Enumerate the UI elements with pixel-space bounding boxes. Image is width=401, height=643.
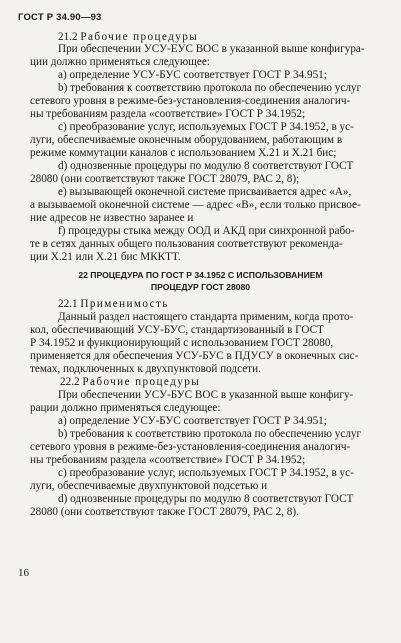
section-22-heading-line1: 22 ПРОЦЕДУРА ПО ГОСТ Р 34.1952 С ИСПОЛЬЗОВАНИЕМ	[78, 270, 323, 280]
list-item-c: c) преобразование услуг, используемых ГОСТ Р 34.1952, в ус-	[58, 467, 354, 479]
list-item-b: b) требования к соответствию протокола по обеспечению услуг	[58, 82, 362, 94]
list-item-e: e) вызывающей оконечной системе присваивается адрес «А»,	[58, 186, 352, 198]
section-number: 21.2	[58, 31, 78, 43]
paragraph-line: ции должно применяться следующее:	[30, 56, 210, 68]
paragraph-line: луги, обеспечиваемые оконечным оборудованием, работающим в	[30, 134, 343, 146]
section-22-heading-line2: ПРОЦЕДУР ГОСТ 28080	[150, 282, 251, 292]
running-header: ГОСТ Р 34.90—93	[18, 12, 102, 23]
section-22-2-title	[60, 376, 371, 388]
paragraph-line: ции Х.21 или Х.21 бис МККТТ.	[30, 251, 181, 263]
section-title: Применимость	[80, 298, 169, 310]
paragraph-line: 28080 (они соответствуют также ГОСТ 28079, РАС 2, 8);	[30, 173, 300, 185]
paragraph-line: 28080 (они соответствуют также ГОСТ 28079, РАС 2, 8).	[30, 506, 299, 518]
paragraph-line: рации должно применяться следующее:	[30, 402, 221, 414]
section-number: 22.2	[60, 376, 80, 388]
section-22-1-title	[58, 298, 371, 310]
paragraph-line: сетевого уровня в режиме-без-установления-соединения аналогич-	[30, 441, 351, 453]
paragraph-line: ны требованиям раздела «соответствие» ГОСТ Р 34.1952;	[30, 108, 306, 120]
page-number: 16	[18, 567, 29, 579]
section-title: Рабочие процедуры	[80, 31, 199, 43]
paragraph-line: При обеспечении УСУ-ЕУС ВОС в указанной выше конфигура-	[58, 43, 365, 55]
list-item-d: d) однозвенные процедуры по модулю 8 соответствуют ГОСТ	[58, 493, 354, 505]
list-item-a: a) определение УСУ-БУС соответствует ГОСТ Р 34.951;	[58, 415, 327, 427]
paragraph-line: сетевого уровня в режиме-без-установления-соединения аналогич-	[30, 95, 351, 107]
paragraph-line: кол, обеспечивающий УСУ-БУС, стандартизованный в ГОСТ	[30, 324, 324, 336]
paragraph-line: темах, подключенных к двухпунктовой подсети.	[30, 363, 261, 375]
list-item-a: a) определение УСУ-БУС соответствует ГОСТ Р 34.951;	[58, 69, 327, 81]
section-title: Рабочие процедуры	[82, 376, 201, 388]
list-item-b: b) требования к соответствию протокола по обеспечению услуг	[58, 428, 362, 440]
list-item-f: f) процедуры стыка между ООД и АКД при синхронной рабо-	[58, 225, 355, 237]
section-number: 22.1	[58, 298, 78, 310]
section-21-2-title	[58, 31, 371, 43]
paragraph-line: Р 34.1952 и функционирующий с использованием ГОСТ 28080,	[30, 337, 334, 349]
paragraph-line: луги, обеспечиваемые двухпунктовой подсетью и	[30, 480, 268, 492]
paragraph-line: ны требованиям раздела «соответствие» ГОСТ Р 34.1952;	[30, 454, 306, 466]
paragraph-line: Данный раздел настоящего стандарта применим, когда прото-	[58, 311, 354, 323]
paragraph-line: ние адресов не известно заранее и	[30, 212, 194, 224]
paragraph-line: режиме коммутации каналов с использованием Х.21 и Х.21 бис;	[30, 147, 337, 159]
list-item-c: c) преобразование услуг, используемых ГОСТ Р 34.1952, в ус-	[58, 121, 354, 133]
paragraph-line: применяется для обеспечения УСУ-БУС в ПДУСУ в оконечных сис-	[30, 350, 359, 362]
paragraph-line: те в сетях данных общего пользования соответствуют рекоменда-	[30, 238, 343, 250]
paragraph-line: а вызываемой оконечной системе — адрес «В», если только присвое-	[30, 199, 361, 211]
list-item-d: d) однозвенные процедуры по модулю 8 соответствуют ГОСТ	[58, 160, 354, 172]
paragraph-line: При обеспечении УСУ-БУС ВОС в указанной выше конфигу-	[58, 389, 354, 401]
